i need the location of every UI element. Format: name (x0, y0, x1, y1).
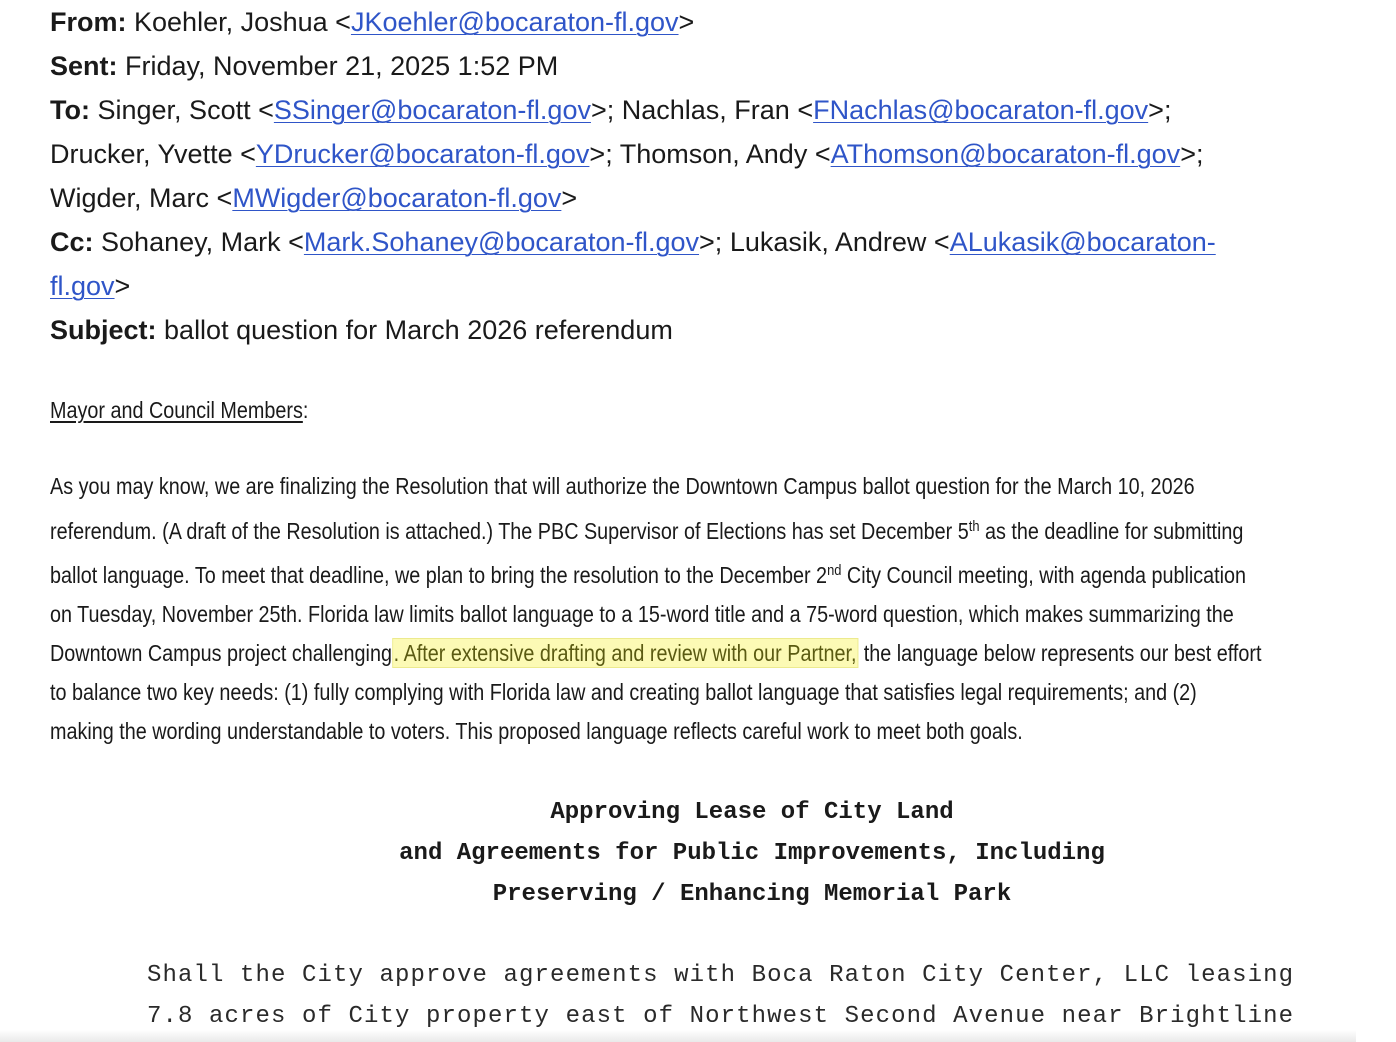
salutation-text: Mayor and Council Members (50, 397, 303, 423)
body-line-text: the language below represents our best effort (858, 640, 1262, 666)
cc-recipient-email-link[interactable]: Mark.Sohaney@bocaraton-fl.gov (303, 227, 700, 257)
subject-value: ballot question for March 2026 referendum (164, 315, 673, 345)
body-line (50, 676, 1197, 708)
to-recipient-email-link[interactable]: FNachlas@bocaraton-fl.gov (813, 95, 1149, 125)
to-recipient-name: Wigder, Marc (50, 183, 210, 213)
ballot-question-line: 7.8 acres of City property east of Northwest Second Avenue near Brightline (147, 1003, 1295, 1030)
salutation (50, 394, 308, 426)
cc-recipient-email-link-continued[interactable]: fl.gov (50, 271, 115, 301)
from-email-link[interactable]: JKoehler@bocaraton-fl.gov (350, 7, 679, 37)
ballot-title-line: Preserving / Enhancing Memorial Park (492, 881, 1012, 908)
salutation-punct: : (302, 397, 309, 423)
ballot-question-line: Shall the City approve agreements with Boca Raton City Center, LLC leasing (147, 962, 1295, 989)
ballot-title-line: Approving Lease of City Land (550, 799, 954, 826)
body-line-text: ballot language. To meet that deadline, we plan to bring the resolution to the December 2 (50, 562, 828, 588)
to-recipient-email-link[interactable]: AThomson@bocaraton-fl.gov (830, 139, 1181, 169)
body-line-text: to balance two key needs: (1) fully complying with Florida law and creating ballot language that satisfies legal requirements; and (2) (50, 679, 1197, 705)
to-line-continued: Drucker, Yvette <YDrucker@bocaraton-fl.gov>; Thomson, Andy <AThomson@bocaraton-fl.gov>; (50, 139, 1204, 169)
ballot-question (147, 955, 1294, 1037)
body-line (50, 715, 1023, 747)
body-line-text: As you may know, we are finalizing the Resolution that will authorize the Downtown Campus ballot question for the March 10, 2026 (50, 473, 1195, 499)
cc-recipient-name: Sohaney, Mark (101, 227, 281, 257)
to-label: To: (50, 95, 90, 125)
from-label: From: (50, 7, 127, 37)
body-line-text: as the deadline for submitting (979, 518, 1244, 544)
highlighted-text: . After extensive drafting and review with our Partner, (393, 640, 857, 666)
sent-line (50, 44, 1350, 88)
to-recipient-email-link[interactable]: YDrucker@bocaraton-fl.gov (255, 139, 590, 169)
body-line-text: referendum. (A draft of the Resolution is attached.) The PBC Supervisor of Elections has set December 5 (50, 518, 969, 544)
body-line (50, 637, 1261, 669)
sent-value: Friday, November 21, 2025 1:52 PM (125, 51, 559, 81)
to-recipient-name: Thomson, Andy (619, 139, 808, 169)
cc-line: Cc: Sohaney, Mark <Mark.Sohaney@bocaraton-fl.gov>; Lukasik, Andrew <ALukasik@bocaraton- (50, 227, 1216, 257)
from-line: From: Koehler, Joshua <JKoehler@bocaraton-fl.gov> (50, 7, 695, 37)
body-line (50, 470, 1195, 502)
bottom-edge-shadow (0, 1030, 1356, 1042)
ballot-title (0, 792, 1396, 915)
from-name: Koehler, Joshua (134, 7, 328, 37)
to-line: To: Singer, Scott <SSinger@bocaraton-fl.gov>; Nachlas, Fran <FNachlas@bocaraton-fl.gov>; (50, 95, 1172, 125)
cc-recipient-email-link[interactable]: ALukasik@bocaraton- (949, 227, 1216, 257)
ballot-title-line: and Agreements for Public Improvements, Including (399, 840, 1105, 867)
to-recipient-email-link[interactable]: MWigder@bocaraton-fl.gov (232, 183, 562, 213)
body-line-text: on Tuesday, November 25th. Florida law limits ballot language to a 15-word title and a 75-word question, which makes summarizing the (50, 601, 1234, 627)
cc-recipient-name: Lukasik, Andrew (729, 227, 927, 257)
body-line-text: making the wording understandable to voters. This proposed language reflects careful work to meet both goals. (50, 718, 1023, 744)
cc-line-continued: fl.gov> (50, 271, 131, 301)
body-line (50, 515, 1243, 547)
body-line-text: City Council meeting, with agenda publication (841, 562, 1247, 588)
to-recipient-name: Drucker, Yvette (50, 139, 233, 169)
body-line-text: Downtown Campus project challenging (50, 640, 392, 666)
subject-label: Subject: (50, 315, 157, 345)
sent-label: Sent: (50, 51, 118, 81)
ordinal-suffix: th (968, 518, 980, 535)
to-recipient-email-link[interactable]: SSinger@bocaraton-fl.gov (273, 95, 591, 125)
body-line (50, 559, 1246, 591)
to-line-continued: Wigder, Marc <MWigder@bocaraton-fl.gov> (50, 183, 578, 213)
cc-label: Cc: (50, 227, 94, 257)
subject-line (50, 308, 1350, 352)
to-recipient-name: Nachlas, Fran (621, 95, 790, 125)
to-recipient-name: Singer, Scott (97, 95, 251, 125)
ordinal-suffix: nd (827, 562, 842, 579)
email-header (50, 0, 1350, 352)
body-line (50, 598, 1234, 630)
